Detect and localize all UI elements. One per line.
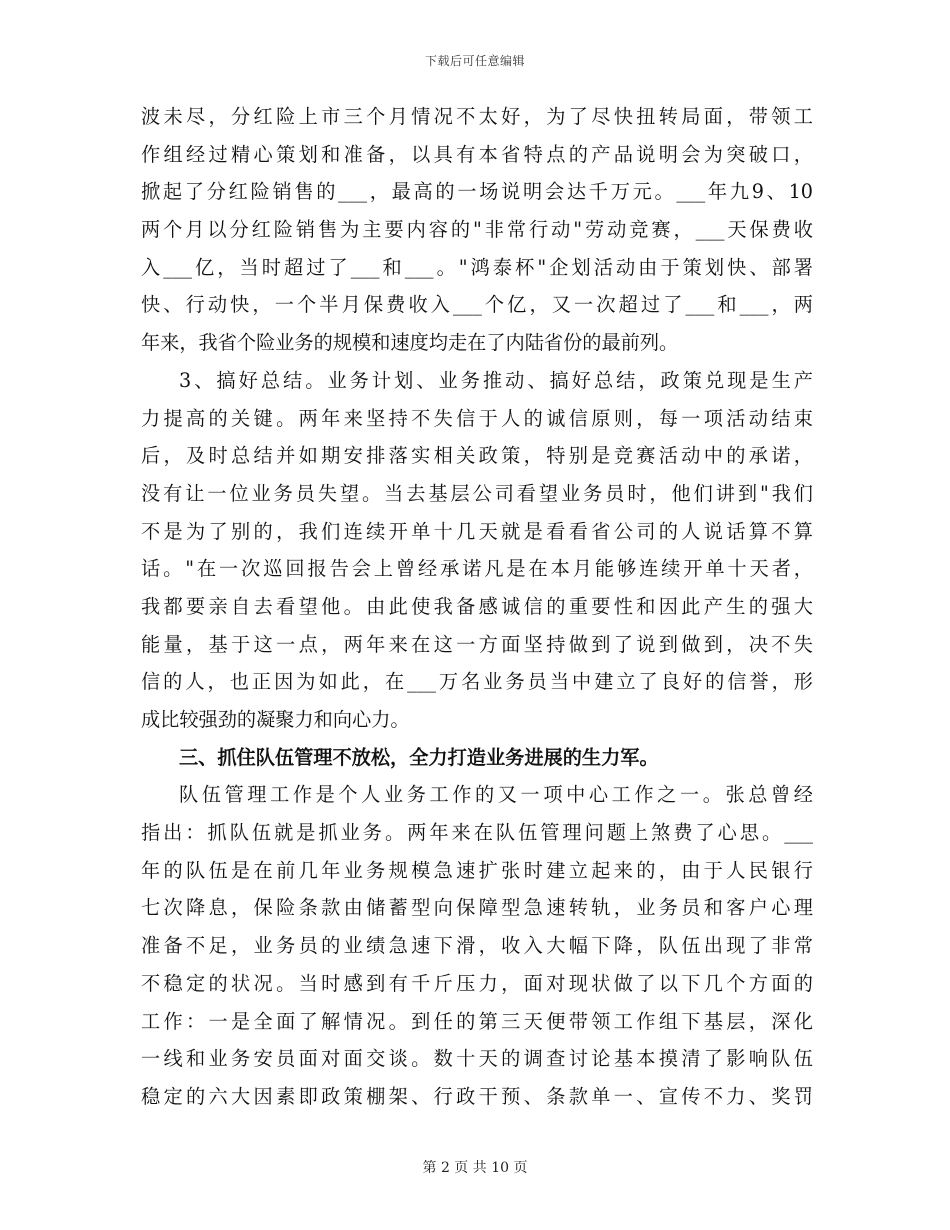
body-line: 年的队伍是在前几年业务规模急速扩张时建立起来的，由于人民银行 xyxy=(141,858,813,882)
page-header: 下载后可任意编辑 xyxy=(424,54,525,68)
body-line: 力提高的关键。两年来坚持不失信于人的诚信原则，每一项活动结束 xyxy=(141,406,813,430)
body-line: 我都要亲自去看望他。由此使我备感诚信的重要性和因此产生的强大 xyxy=(141,594,813,618)
body-line: 话。"在一次巡回报告会上曾经承诺凡是在本月能够连续开单十天者， xyxy=(141,557,813,581)
body-line: 两个月以分红险销售为主要内容的"非常行动"劳动竞赛，___天保费收 xyxy=(141,218,813,242)
body-line: 不稳定的状况。当时感到有千斤压力，面对现状做了以下几个方面的 xyxy=(141,971,813,995)
body-line: 工作：一是全面了解情况。到任的第三天便带领工作组下基层，深化 xyxy=(141,1009,813,1033)
body-line: 队伍管理工作是个人业务工作的又一项中心工作之一。张总曾经 xyxy=(179,783,813,807)
body-line: 成比较强劲的凝聚力和向心力。 xyxy=(141,708,410,731)
body-line: 快、行动快，一个半月保费收入___个亿，又一次超过了___和___，两 xyxy=(141,293,813,317)
body-line: 指出：抓队伍就是抓业务。两年来在队伍管理问题上煞费了心思。___ xyxy=(141,821,813,845)
section-heading: 三、抓住队伍管理不放松，全力打造业务进展的生力军。 xyxy=(179,745,659,769)
body-line: 七次降息，保险条款由储蓄型向保障型急速转轨，业务员和客户心理 xyxy=(141,896,813,920)
body-line: 一线和业务安员面对面交谈。数十天的调查讨论基本摸清了影响队伍 xyxy=(141,1047,813,1071)
document-body xyxy=(141,98,813,1116)
body-line: 年来，我省个险业务的规模和速度均走在了内陆省份的最前列。 xyxy=(141,331,679,355)
body-line: 3、搞好总结。业务计划、业务推动、搞好总结，政策兑现是生产 xyxy=(179,368,813,392)
body-line: 掀起了分红险销售的___，最高的一场说明会达千万元。___年九9、10 xyxy=(141,180,813,204)
body-line: 波未尽，分红险上市三个月情况不太好，为了尽快扭转局面，带领工 xyxy=(141,105,813,128)
body-line: 作组经过精心策划和准备，以具有本省特点的产品说明会为突破口， xyxy=(141,142,813,166)
page-number: 第 2 页 共 10 页 xyxy=(422,1160,528,1176)
body-line: 准备不足，业务员的业绩急速下滑，收入大幅下降，队伍出现了非常 xyxy=(141,934,813,958)
body-line: 没有让一位业务员失望。当去基层公司看望业务员时，他们讲到"我们 xyxy=(141,481,813,505)
body-line: 能量，基于这一点，两年来在这一方面坚持做到了说到做到，决不失 xyxy=(141,632,813,656)
body-line: 不是为了别的，我们连续开单十几天就是看看省公司的人说话算不算 xyxy=(141,519,813,543)
body-line: 稳定的六大因素即政策棚架、行政干预、条款单一、宣传不力、奖罚 xyxy=(141,1084,813,1108)
body-line: 后，及时总结并如期安排落实相关政策，特别是竞赛活动中的承诺， xyxy=(141,444,813,468)
body-line: 信的人，也正因为如此，在___万名业务员当中建立了良好的信誉，形 xyxy=(141,670,813,694)
body-line: 入___亿，当时超过了___和___。"鸿泰杯"企划活动由于策划快、部署 xyxy=(141,255,813,279)
